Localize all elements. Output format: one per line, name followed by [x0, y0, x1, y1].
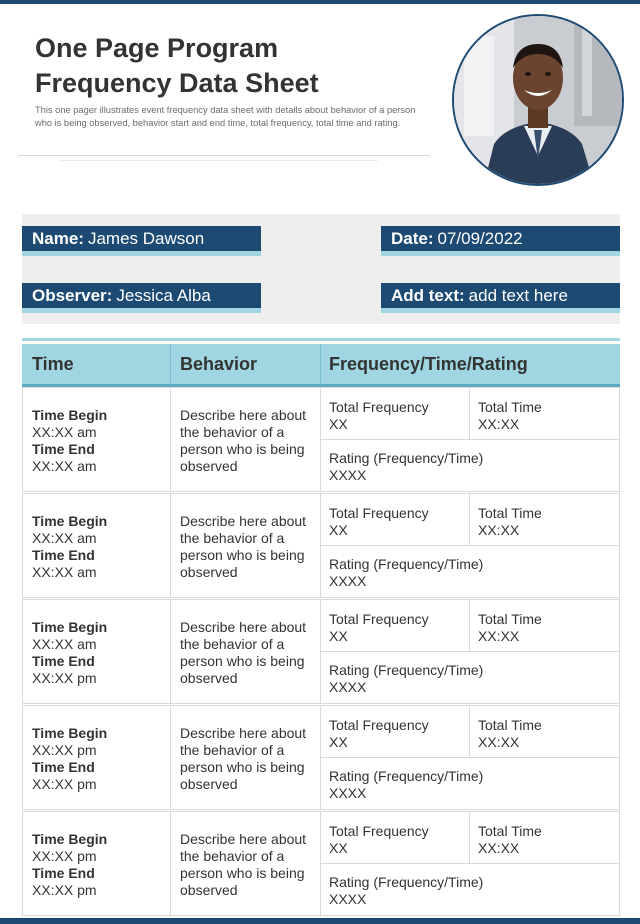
rating-value: XXXX: [329, 573, 367, 589]
behavior-text: Describe here about the behavior of a person who is being observed: [180, 831, 307, 898]
total-time-value: XX:XX: [478, 840, 520, 856]
cell-divider: [321, 439, 619, 440]
behavior-cell: [171, 388, 321, 491]
time-end-label: Time End: [32, 759, 95, 775]
add-text-value: add text here: [468, 286, 568, 305]
total-time-value: XX:XX: [478, 734, 520, 750]
total-time-value: XX:XX: [478, 416, 520, 432]
cell-divider: [469, 812, 470, 863]
total-time-value: XX:XX: [478, 522, 520, 538]
rating: [329, 450, 483, 484]
time-cell: [23, 706, 171, 809]
page-subtitle: This one pager illustrates event frequency data sheet with details about behavior of a person who is being observed, behavior start and end time, total frequency, total time and rating.: [35, 105, 416, 128]
rating-value: XXXX: [329, 785, 367, 801]
rating-value: XXXX: [329, 467, 367, 483]
cell-divider: [469, 600, 470, 651]
add-text-field: [381, 283, 620, 313]
time-begin-label: Time Begin: [32, 513, 108, 529]
name-field: [22, 226, 261, 256]
cell-divider: [469, 706, 470, 757]
rating-value: XXXX: [329, 891, 367, 907]
behavior-cell: [171, 494, 321, 597]
table-row: [22, 493, 620, 598]
behavior-cell: [171, 600, 321, 703]
rating-value: XXXX: [329, 679, 367, 695]
frequency-cell: [321, 388, 619, 491]
behavior-text: Describe here about the behavior of a person who is being observed: [180, 725, 307, 792]
time-end-value: XX:XX am: [32, 564, 97, 580]
frequency-cell: [321, 706, 619, 809]
total-frequency-value: XX: [329, 734, 348, 750]
table-row: [22, 599, 620, 704]
time-end-label: Time End: [32, 441, 95, 457]
date-label: Date:: [391, 229, 434, 248]
rating-label: Rating (Frequency/Time): [329, 768, 484, 784]
behavior-text: Describe here about the behavior of a person who is being observed: [180, 619, 307, 686]
total-frequency-label: Total Frequency: [329, 823, 429, 839]
time-begin-value: XX:XX am: [32, 530, 97, 546]
top-accent-bar: [0, 0, 640, 4]
time-end-value: XX:XX pm: [32, 776, 97, 792]
time-begin-value: XX:XX am: [32, 424, 97, 440]
behavior-text: Describe here about the behavior of a person who is being observed: [180, 407, 307, 474]
table-row: [22, 705, 620, 810]
time-begin-label: Time Begin: [32, 407, 108, 423]
behavior-text: Describe here about the behavior of a person who is being observed: [180, 513, 307, 580]
total-time: [478, 611, 542, 645]
title-line-2: Frequency Data Sheet: [35, 68, 319, 98]
time-begin-label: Time Begin: [32, 619, 108, 635]
rating-label: Rating (Frequency/Time): [329, 556, 484, 572]
rating: [329, 662, 483, 696]
total-time-label: Total Time: [478, 399, 542, 415]
total-time-label: Total Time: [478, 505, 542, 521]
cell-divider: [321, 651, 619, 652]
time-end-label: Time End: [32, 653, 95, 669]
name-value: James Dawson: [87, 229, 205, 248]
time-end-value: XX:XX pm: [32, 882, 97, 898]
rating: [329, 874, 483, 908]
header-separator: [170, 344, 171, 384]
table-top-line: [22, 338, 620, 341]
time-begin-value: XX:XX am: [32, 636, 97, 652]
date-field: [381, 226, 620, 256]
total-time: [478, 505, 542, 539]
table-header: [22, 344, 620, 387]
total-frequency-value: XX: [329, 522, 348, 538]
total-frequency: [329, 611, 429, 645]
cell-divider: [321, 545, 619, 546]
time-cell: [23, 494, 171, 597]
time-begin-value: XX:XX pm: [32, 848, 97, 864]
total-frequency: [329, 823, 429, 857]
time-end-label: Time End: [32, 865, 95, 881]
total-frequency-label: Total Frequency: [329, 505, 429, 521]
total-frequency: [329, 399, 429, 433]
header-time: Time: [32, 354, 74, 374]
observer-value: Jessica Alba: [116, 286, 211, 305]
table-row: [22, 811, 620, 916]
frequency-cell: [321, 494, 619, 597]
add-text-label: Add text:: [391, 286, 465, 305]
cell-divider: [321, 757, 619, 758]
header-divider-2: [60, 160, 378, 161]
rating-label: Rating (Frequency/Time): [329, 662, 484, 678]
total-frequency: [329, 717, 429, 751]
bottom-accent-bar: [0, 918, 640, 924]
time-end-value: XX:XX am: [32, 458, 97, 474]
behavior-cell: [171, 706, 321, 809]
frequency-cell: [321, 812, 619, 915]
total-frequency-value: XX: [329, 416, 348, 432]
total-frequency-label: Total Frequency: [329, 611, 429, 627]
table-body: [22, 387, 620, 917]
cell-divider: [469, 494, 470, 545]
date-value: 07/09/2022: [437, 229, 523, 248]
rating: [329, 556, 483, 590]
total-time-value: XX:XX: [478, 628, 520, 644]
cell-divider: [469, 388, 470, 439]
title-line-1: One Page Program: [35, 33, 279, 63]
frequency-cell: [321, 600, 619, 703]
time-end-label: Time End: [32, 547, 95, 563]
time-cell: [23, 600, 171, 703]
total-time: [478, 823, 542, 857]
header-divider: [18, 155, 430, 156]
header-frequency-time-rating: Frequency/Time/Rating: [329, 354, 528, 374]
time-end-value: XX:XX pm: [32, 670, 97, 686]
time-begin-value: XX:XX pm: [32, 742, 97, 758]
total-time: [478, 717, 542, 751]
total-frequency-label: Total Frequency: [329, 717, 429, 733]
observer-field: [22, 283, 261, 313]
observer-label: Observer:: [32, 286, 113, 305]
rating: [329, 768, 483, 802]
total-frequency-value: XX: [329, 840, 348, 856]
total-time-label: Total Time: [478, 611, 542, 627]
rating-label: Rating (Frequency/Time): [329, 874, 484, 890]
total-frequency-value: XX: [329, 628, 348, 644]
total-time: [478, 399, 542, 433]
name-label: Name:: [32, 229, 84, 248]
header-behavior: Behavior: [180, 354, 258, 374]
table-row: [22, 387, 620, 492]
page-title: [35, 31, 365, 101]
total-time-label: Total Time: [478, 717, 542, 733]
time-cell: [23, 812, 171, 915]
total-frequency: [329, 505, 429, 539]
rating-label: Rating (Frequency/Time): [329, 450, 484, 466]
total-frequency-label: Total Frequency: [329, 399, 429, 415]
header-separator: [320, 344, 321, 384]
cell-divider: [321, 863, 619, 864]
person-portrait-photo: [452, 14, 624, 186]
total-time-label: Total Time: [478, 823, 542, 839]
time-cell: [23, 388, 171, 491]
time-begin-label: Time Begin: [32, 725, 108, 741]
behavior-cell: [171, 812, 321, 915]
time-begin-label: Time Begin: [32, 831, 108, 847]
